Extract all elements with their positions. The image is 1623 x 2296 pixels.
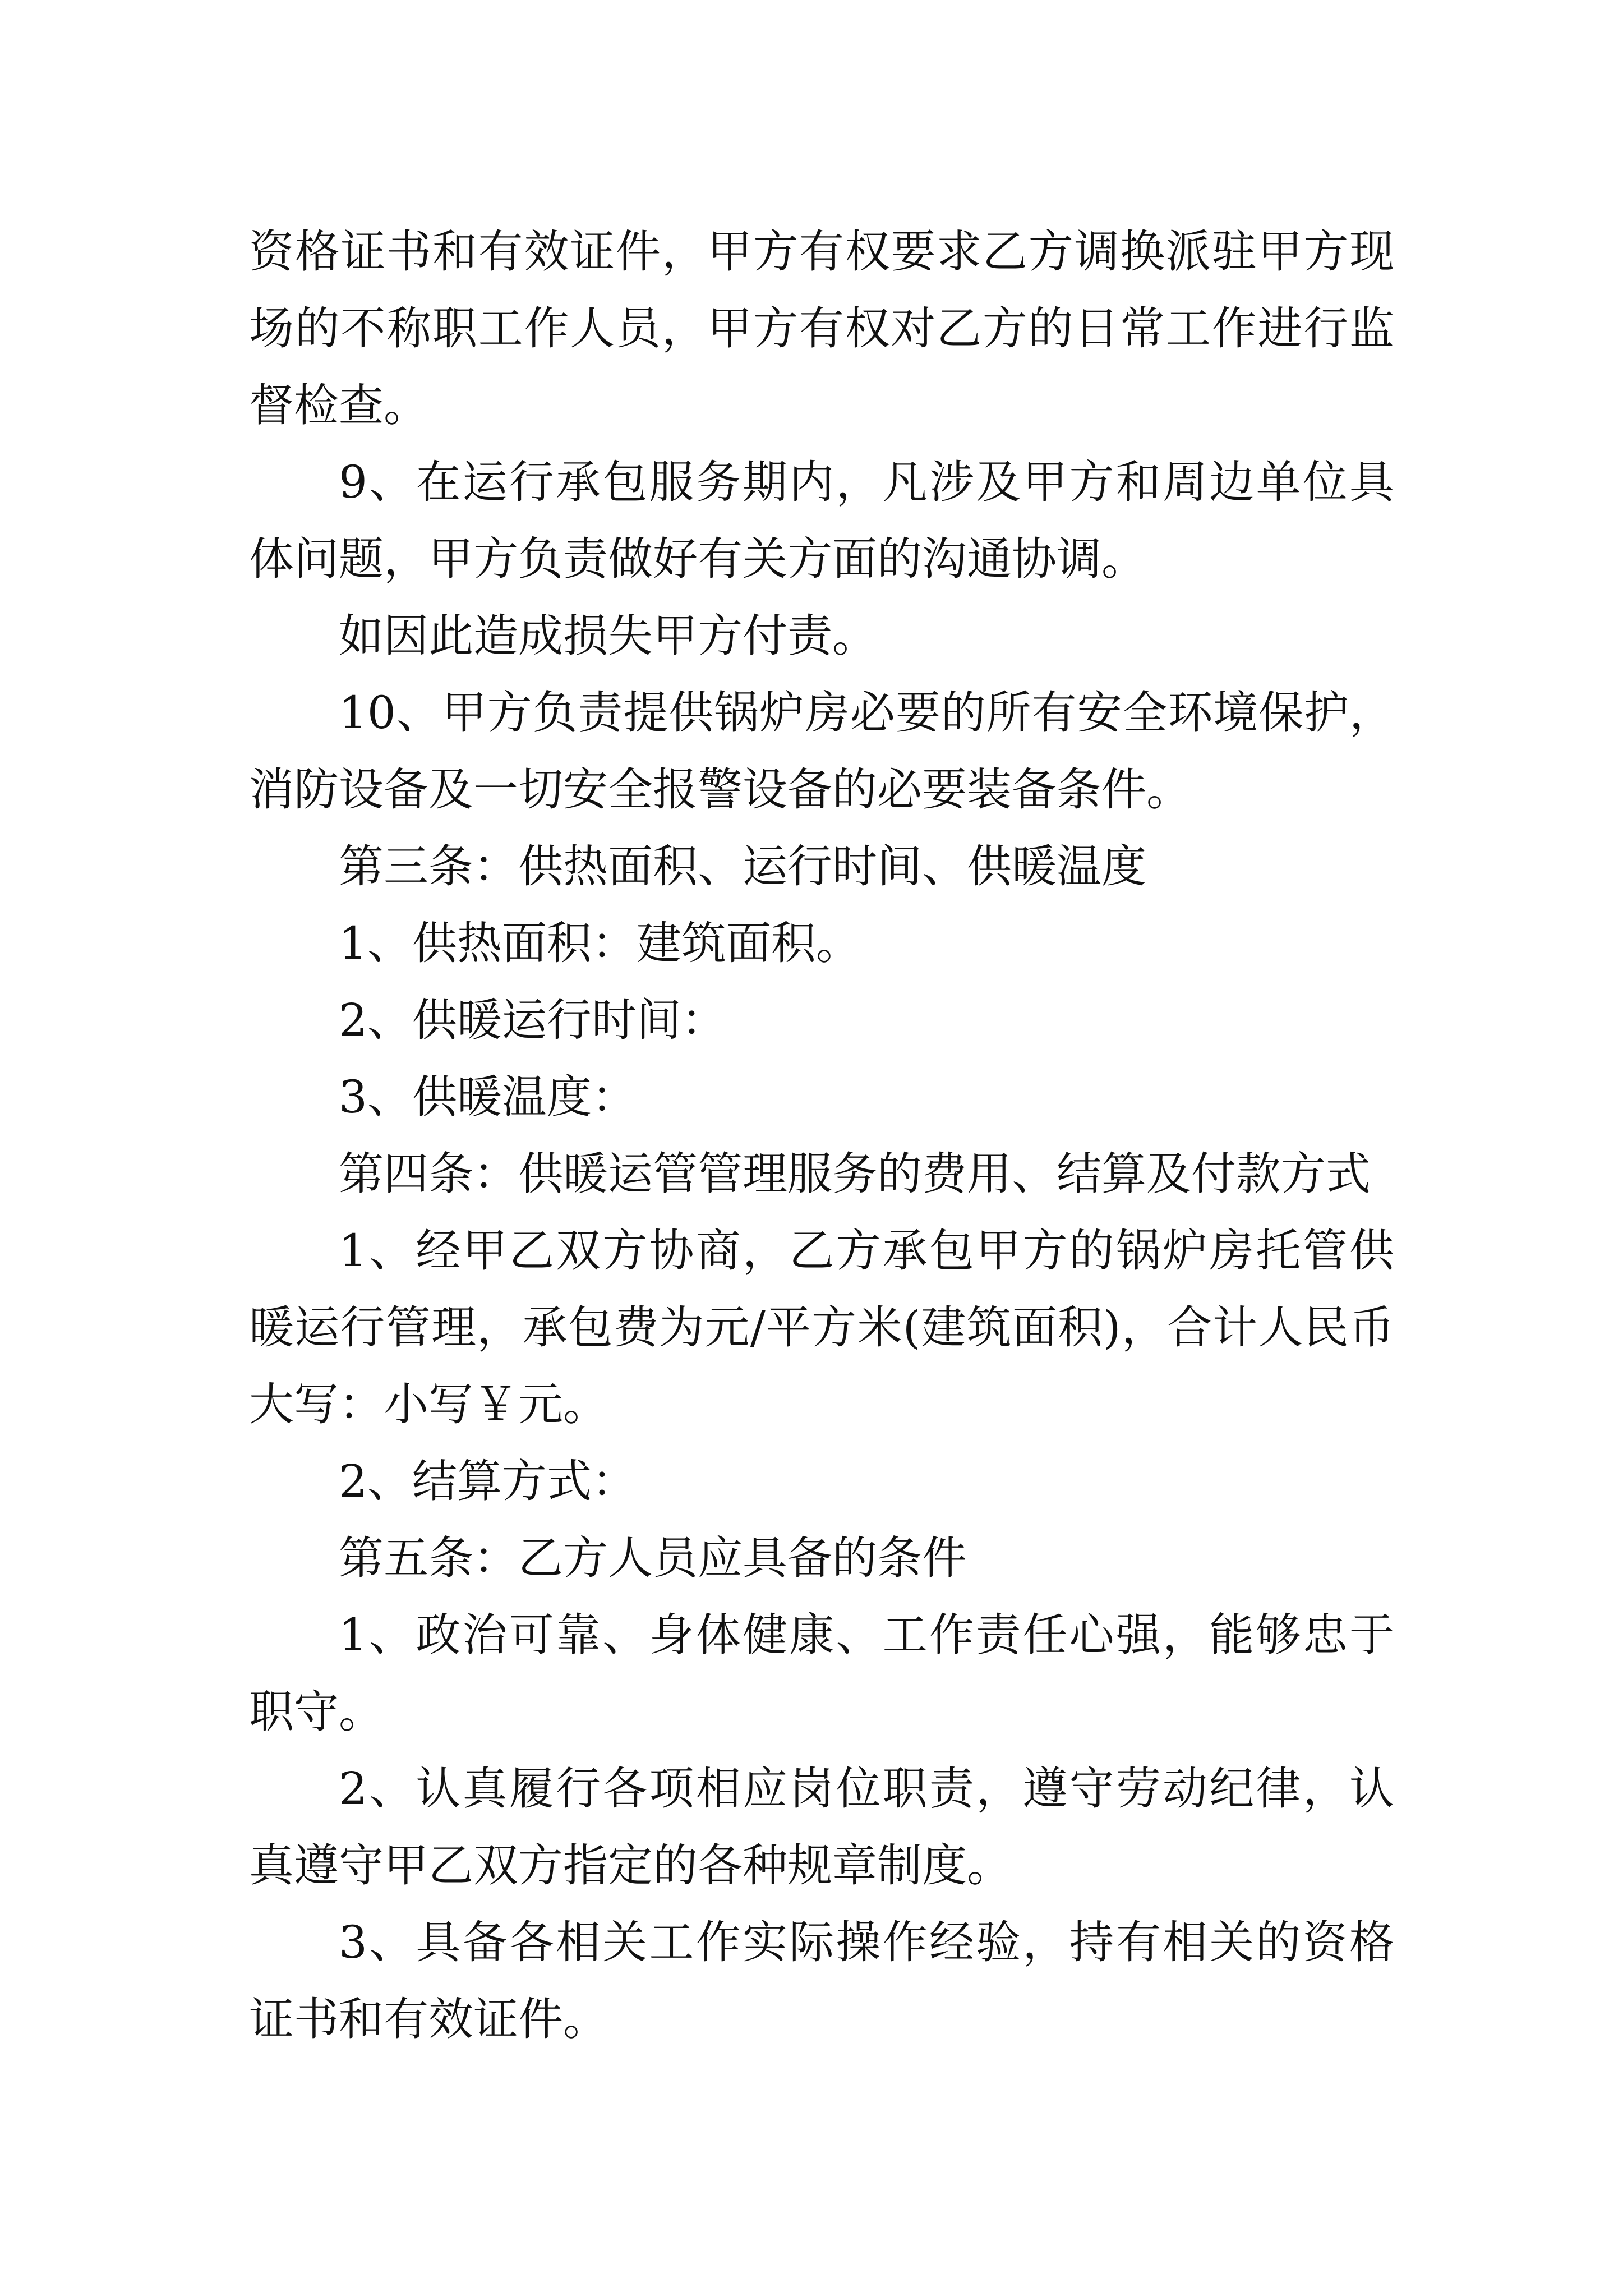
section-heading-5: 第五条：乙方人员应具备的条件 [339, 1532, 967, 1584]
paragraph-8: 3、供暖温度： [339, 1071, 637, 1123]
section-heading-3: 第三条：供热面积、运行时间、供暖温度 [339, 840, 1146, 892]
paragraph-3: 如因此造成损失甲方付责。 [339, 610, 877, 662]
document-body [249, 213, 1394, 2058]
section-heading-4: 第四条：供暖运管管理服务的费用、结算及付款方式 [339, 1148, 1371, 1200]
paragraph-2: 9、在运行承包服务期内，凡涉及甲方和周边单位具体问题，甲方负责做好有关方面的沟通协调。 [249, 456, 1394, 585]
paragraph-6: 1、供热面积：建筑面积。 [339, 917, 861, 969]
paragraph-13: 1、政治可靠、身体健康、工作责任心强，能够忠于职守。 [249, 1609, 1394, 1738]
paragraph-7: 2、供暖运行时间： [339, 994, 726, 1046]
paragraph-4: 10、甲方负责提供锅炉房必要的所有安全环境保护，消防设备及一切安全报警设备的必要装备条件。 [249, 687, 1394, 816]
paragraph-11: 2、结算方式： [339, 1455, 637, 1507]
paragraph-14: 2、认真履行各项相应岗位职责，遵守劳动纪律，认真遵守甲乙双方指定的各种规章制度。 [249, 1763, 1394, 1892]
paragraph-1: 资格证书和有效证件，甲方有权要求乙方调换派驻甲方现场的不称职工作人员，甲方有权对乙方的日常工作进行监督检查。 [249, 226, 1394, 431]
paragraph-10: 1、经甲乙双方协商，乙方承包甲方的锅炉房托管供暖运行管理，承包费为元/平方米(建筑面积)，合计人民币大写：小写￥元。 [249, 1225, 1394, 1430]
paragraph-15: 3、具备各相关工作实际操作经验，持有相关的资格证书和有效证件。 [249, 1916, 1394, 2045]
